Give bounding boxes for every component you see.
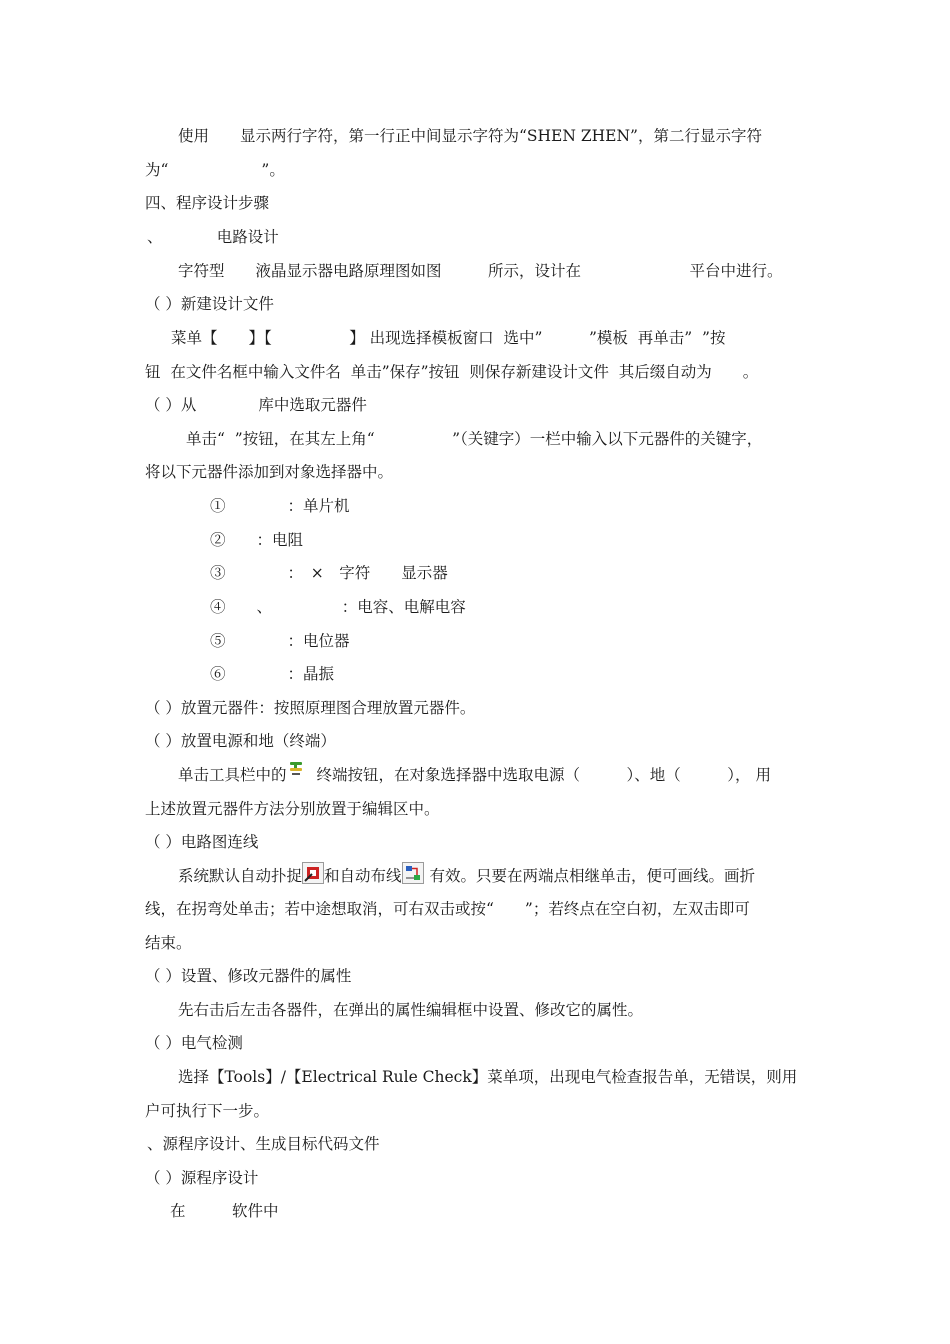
paragraph-erc-line2: 户可执行下一步。 [145,1102,270,1120]
list-item-crystal: ⑥ ：晶振 [210,665,335,683]
step-heading-pick-components: （ ）从 库中选取元器件 [145,396,367,414]
paragraph-terminal-line2: 上述放置元器件方法分别放置于编辑区中。 [145,800,440,818]
paragraph-wiring-rest: 有效。只要在两端点相继单击，便可画线。画折 [429,867,756,885]
paragraph-wiring-line1 [178,866,755,886]
paragraph-terminal-start: 单击工具栏中的 [178,766,287,784]
list-item-mcu: ① ：单片机 [210,497,350,515]
terminal-icon [289,760,303,780]
paragraph-pick-line1: 单击“ ”按钮，在其左上角“ ”（关键字）一栏中输入以下元器件的关键字， [186,430,763,448]
paragraph-wiring-mid: 和自动布线 [324,867,402,885]
step-heading-place-components: （ ）放置元器件：按照原理图合理放置元器件。 [145,699,476,717]
step-heading-power-ground: （ ）放置电源和地（终端） [145,732,336,750]
paragraph-new-file-line1: 菜单【 】【 】 出现选择模板窗口 选中” ”模板 再单击” ”按 [171,329,726,347]
auto-snap-icon [302,862,324,884]
paragraph-properties: 先右击后左击各器件，在弹出的属性编辑框中设置、修改它的属性。 [178,1001,644,1019]
list-item-resistor: ② ：电阻 [210,531,304,549]
paragraph-lcd-task-line1: 使用 显示两行字符，第一行正中间显示字符为“SHEN ZHEN”，第二行显示字符 [178,127,762,145]
subheading-source-program: 、源程序设计、生成目标代码文件 [147,1135,380,1153]
subheading-circuit-design: 、 电路设计 [147,228,279,246]
paragraph-terminal-rest: 终端按钮，在对象选择器中选取电源（ ）、地（ ）， 用 [316,766,771,784]
list-item-capacitor: ④ 、 ：电容、电解电容 [210,598,466,616]
step-heading-new-design-file: （ ）新建设计文件 [145,295,274,313]
paragraph-wiring-line2: 线，在拐弯处单击；若中途想取消，可右双击或按“ ”；若终点在空白初，左双击即可 [145,900,750,918]
step-heading-wiring: （ ）电路图连线 [145,833,259,851]
paragraph-lcd-task-line2: 为“ ”。 [145,161,285,179]
list-item-potentiometer: ⑤ ：电位器 [210,632,350,650]
paragraph-terminal-line1 [178,765,771,785]
section-heading-program-design-steps: 四、程序设计步骤 [145,194,270,212]
step-heading-properties: （ ）设置、修改元器件的属性 [145,967,352,985]
paragraph-source-software: 在 软件中 [170,1202,279,1220]
paragraph-new-file-line2: 钮 在文件名框中输入文件名 单击”保存”按钮 则保存新建设计文件 其后缀自动为 。 [145,363,759,381]
auto-route-icon [402,862,424,884]
paragraph-wiring-start: 系统默认自动扑捉 [178,867,303,885]
paragraph-wiring-line3: 结束。 [145,934,192,952]
paragraph-schematic-intro: 字符型 液晶显示器电路原理图如图 所示，设计在 平台中进行。 [178,262,783,280]
paragraph-pick-line2: 将以下元器件添加到对象选择器中。 [145,463,394,481]
step-heading-source-design: （ ）源程序设计 [145,1169,259,1187]
step-heading-electrical-check: （ ）电气检测 [145,1034,243,1052]
list-item-lcd: ③ ： × 字符 显示器 [210,564,448,582]
paragraph-erc-line1: 选择【Tools】/【Electrical Rule Check】菜单项，出现电气检查报告单，无错误，则用 [178,1068,798,1086]
